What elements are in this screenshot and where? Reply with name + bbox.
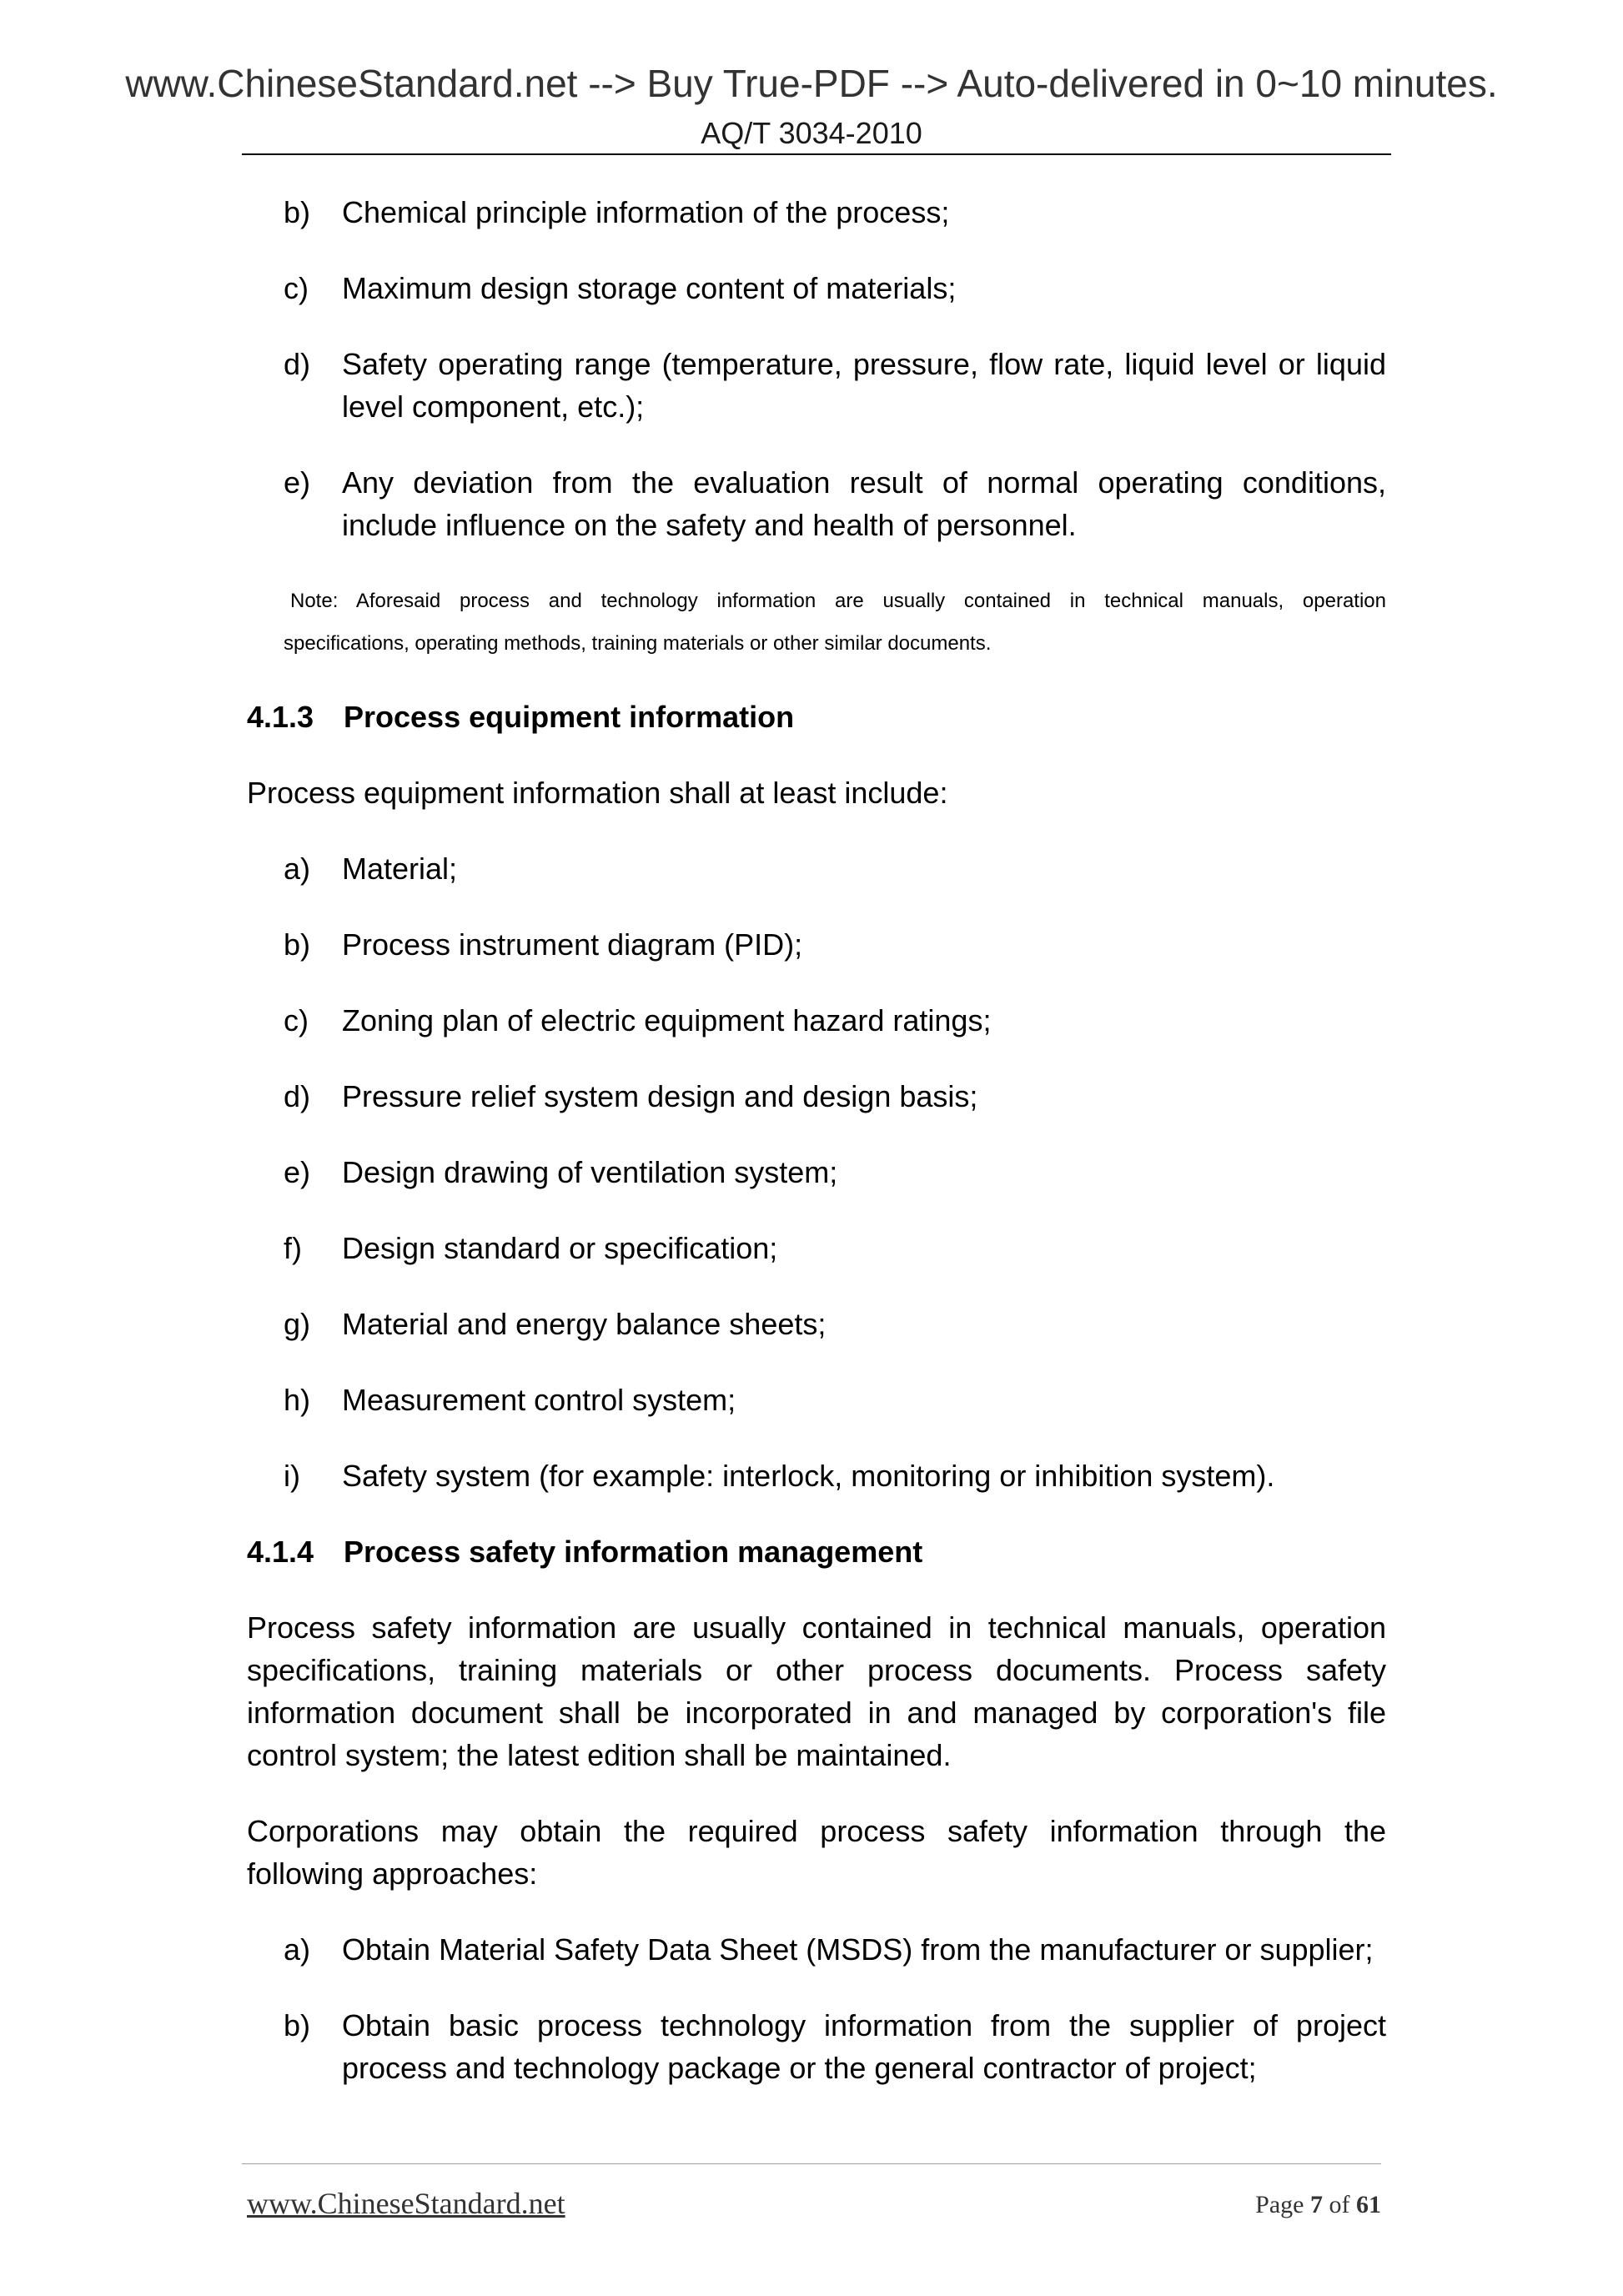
list-text: Material and energy balance sheets; bbox=[342, 1307, 827, 1341]
list-item bbox=[247, 267, 1386, 309]
section-title: Process safety information management bbox=[344, 1535, 923, 1569]
list-marker: d) bbox=[284, 1079, 311, 1113]
page-indicator bbox=[1255, 2188, 1381, 2222]
list-text: Any deviation from the evaluation result of normal operating conditions, include influence on the safety and health of personnel. bbox=[342, 465, 1386, 542]
list-item bbox=[247, 343, 1386, 428]
list-marker: b) bbox=[284, 927, 311, 962]
list-marker: c) bbox=[284, 1003, 309, 1037]
paragraph: Process safety information are usually contained in technical manuals, operation specifications, training materials or other process documents. Process safety information document shall be incorporated in and managed by corporation's file control system; the latest edition shall be maintained. bbox=[247, 1610, 1386, 1772]
section-heading-4-1-3 bbox=[247, 696, 1386, 738]
note-line: specifications, operating methods, training materials or other similar documents. bbox=[284, 632, 992, 655]
list-item bbox=[247, 1928, 1386, 1971]
list-text: Design drawing of ventilation system; bbox=[342, 1155, 838, 1189]
list-text: Pressure relief system design and design basis; bbox=[342, 1079, 978, 1113]
list-item bbox=[247, 2004, 1386, 2089]
header-divider bbox=[242, 153, 1391, 155]
list-text: Material; bbox=[342, 852, 458, 886]
section-heading-4-1-4 bbox=[247, 1530, 1386, 1573]
list-item bbox=[247, 1303, 1386, 1345]
section-title: Process equipment information bbox=[344, 700, 795, 734]
list-text: Safety operating range (temperature, pressure, flow rate, liquid level or liquid level component, etc.); bbox=[342, 347, 1386, 424]
list-text: Maximum design storage content of materials; bbox=[342, 271, 957, 305]
paragraph: Process equipment information shall at least include: bbox=[247, 776, 948, 810]
page-of: of bbox=[1323, 2191, 1356, 2218]
list-marker: a) bbox=[284, 1932, 311, 1967]
list-item bbox=[247, 1075, 1386, 1118]
list-text: Obtain basic process technology information from the supplier of project process and technology package or the general contractor of project; bbox=[342, 2008, 1386, 2085]
section-number: 4.1.3 bbox=[247, 700, 314, 734]
list-marker: e) bbox=[284, 465, 311, 500]
list-marker: f) bbox=[284, 1231, 302, 1265]
list-marker: b) bbox=[284, 195, 311, 229]
list-marker: e) bbox=[284, 1155, 311, 1189]
paragraph: Corporations may obtain the required process safety information through the following approaches: bbox=[247, 1814, 1386, 1891]
list-marker: c) bbox=[284, 271, 309, 305]
standard-number: AQ/T 3034-2010 bbox=[701, 116, 922, 150]
footer-link[interactable]: www.ChineseStandard.net bbox=[247, 2187, 565, 2220]
list-text: Obtain Material Safety Data Sheet (MSDS) from the manufacturer or supplier; bbox=[342, 1932, 1374, 1967]
list-marker: i) bbox=[284, 1459, 300, 1493]
list-item bbox=[247, 461, 1386, 546]
section-number: 4.1.4 bbox=[247, 1535, 314, 1569]
list-marker: b) bbox=[284, 2008, 311, 2042]
list-marker: g) bbox=[284, 1307, 311, 1341]
list-marker: d) bbox=[284, 347, 311, 381]
list-item bbox=[247, 847, 1386, 890]
list-item bbox=[247, 999, 1386, 1042]
footer-divider bbox=[242, 2163, 1381, 2164]
note-line: Note: Aforesaid process and technology information are usually contained in technical manuals, operation bbox=[290, 590, 1386, 612]
note-block bbox=[247, 580, 1386, 665]
list-item bbox=[247, 923, 1386, 966]
list-marker: h) bbox=[284, 1383, 311, 1417]
list-item bbox=[247, 1151, 1386, 1193]
list-text: Chemical principle information of the process; bbox=[342, 195, 950, 229]
list-item bbox=[247, 1379, 1386, 1421]
page-prefix: Page bbox=[1255, 2191, 1310, 2218]
document-body bbox=[247, 191, 1386, 2123]
list-marker: a) bbox=[284, 852, 311, 886]
top-banner[interactable]: www.ChineseStandard.net --> Buy True-PDF --> Auto-delivered in 0~10 minutes. bbox=[125, 62, 1498, 105]
list-item bbox=[247, 1454, 1386, 1497]
list-text: Zoning plan of electric equipment hazard ratings; bbox=[342, 1003, 992, 1037]
list-text: Safety system (for example: interlock, monitoring or inhibition system). bbox=[342, 1459, 1275, 1493]
list-text: Measurement control system; bbox=[342, 1383, 736, 1417]
page-total: 61 bbox=[1356, 2191, 1381, 2218]
list-text: Process instrument diagram (PID); bbox=[342, 927, 803, 962]
list-item bbox=[247, 191, 1386, 234]
list-text: Design standard or specification; bbox=[342, 1231, 778, 1265]
page-current: 7 bbox=[1310, 2191, 1323, 2218]
list-item bbox=[247, 1227, 1386, 1269]
